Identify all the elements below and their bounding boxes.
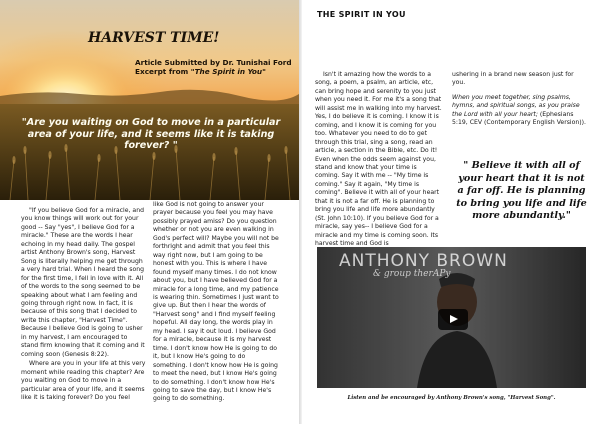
right-column-1 — [315, 71, 443, 250]
paragraph: like God is not going to answer your prayer because you feel you may have possibly prayed amiss? Do you question whether or not you are even walking in God's perfect will? Maybe you will not be forthright and admit that you feel this way right now, but I am going to be honest with you. This is where I have found myself many times. I do not know about you, but I have believed God for a miracle for a long time, and my patience is wearing thin. Sometimes I just want to give up. But then I hear the words of "Harvest song" and I find myself feeling hopeful. All day long, the words play in my head. I say it out loud. I believe God for a miracle, because it is my harvest time. I don't know how He is going to do it, but I know He's going to do something. I don't know how He is going to meet the need, but I know He's going to do something. I don't know how He's going to save the day, but I know He's going to do something. — [153, 201, 279, 403]
paragraph: Isn't it amazing how the words to a song, a poem, a psalm, an article, etc, can bring hope and serenity to you just when you need it. For me it's a song that will assist me in walking into my harvest. Yes, I do believe it is coming. I know it is coming, and I know it is coming for you too. Whatever you need to do to get through this trial, sing a song, read an article, a section in the Bible, etc. Do it! Even when the odds seem against you, stand and know that your time is coming. Say it with me -- "My time is coming." Say it again, "My time is coming". Believe it with all of your heart that it is not a far off. He is planning to bring you life and life more abundantly (St. John 10:10). If you believe God for a miracle, say yes-- I believe God for a miracle and my time is coming soon. Its harvest time and God is — [315, 71, 442, 248]
running-header: THE SPIRIT IN YOU — [317, 10, 406, 19]
left-column-1 — [21, 207, 146, 403]
left-page — [0, 0, 299, 424]
paragraph: Where are you in your life at this very moment while reading this chapter? Are you waiting on God to move in a particular area of your life, and it seems like it is taking forever? Do you feel — [21, 360, 146, 401]
video-caption: Listen and be encouraged by Anthony Brown's song, "Harvest Song". — [347, 395, 556, 401]
play-icon[interactable] — [438, 309, 468, 330]
excerpt-prefix: Excerpt from — [135, 67, 189, 76]
excerpt-source: "The Spirit in You" — [190, 67, 266, 76]
right-column-2 — [452, 71, 587, 129]
hero-banner — [0, 0, 299, 200]
scripture-reference: (Ephesians 5:19, CEV (Contemporary English Version)). — [452, 110, 587, 127]
left-column-2 — [153, 201, 281, 405]
excerpt-line — [135, 67, 292, 76]
article-credit — [135, 58, 292, 76]
paragraph: ushering in a brand new season just for you. — [452, 71, 574, 87]
video-overlay-title: ANTHONY BROWN — [339, 251, 508, 271]
pull-quote: " Believe it with all of your heart that it is not a far off. He is planning to bring you life and life more abundantly." — [456, 160, 587, 221]
author-line: Article Submitted by Dr. Tunishai Ford — [135, 58, 292, 67]
hero-quote: "Are you waiting on God to move in a particular area of your life, and it seems like it is taking forever? " — [21, 117, 281, 151]
article-title: HARVEST TIME! — [88, 30, 220, 46]
scripture-quote — [452, 94, 587, 128]
video-overlay-subtitle: & group therAPy — [373, 269, 451, 279]
scripture-text: When you meet together, sing psalms, hymns, and spiritual songs, as you praise the Lord with all your heart; — [452, 93, 580, 118]
paragraph: "If you believe God for a miracle, and you know things will work out for your good -- Say "yes", I believe God for a miracle." These are the words I hear echoing in my head daily. The gospel artist Anthony Brown's song, Harvest Song is literally helping me get through a very hard trial. When I heard the song for the first time, I fell in love with it. All of the words to the song seemed to be speaking about what I am feeling and going through right now. In fact, it is because of this song that I decided to write this chapter, "Harvest Time". Because I believe God is going to usher in my harvest, I am encouraged to stand firm knowing that it coming and it coming soon (Genesis 8:22). — [21, 207, 145, 358]
video-player[interactable] — [317, 247, 586, 388]
